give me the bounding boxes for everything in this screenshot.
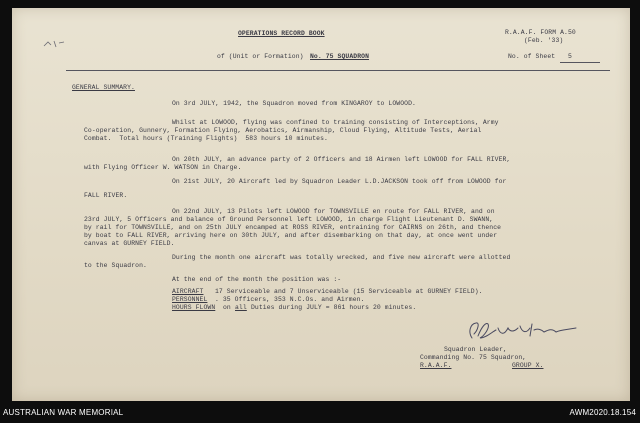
body-line-13: canvas at GURNEY FIELD. <box>84 240 175 247</box>
body-line-16: At the end of the month the position was :- <box>172 276 342 283</box>
hours-flown-status: Duties during JULY = 861 hours 20 minutes. <box>251 304 417 311</box>
unit-value: No. 75 SQUADRON <box>310 53 370 60</box>
hours-all: all <box>235 304 247 311</box>
body-line-9: On 22nd JULY, 13 Pilots left LOWOOD for TOWNSVILLE en route for FALL RIVER, and on <box>172 208 495 215</box>
body-line-15: to the Squadron. <box>84 262 147 269</box>
footer-institution: AUSTRALIAN WAR MEMORIAL <box>3 408 124 417</box>
body-line-4: Combat. Total hours (Training Flights) 583 hours 10 minutes. <box>84 135 328 142</box>
signatory-rank: Squadron Leader, <box>444 346 507 353</box>
pencil-mark-icon <box>42 38 70 50</box>
body-line-11: by rail for TOWNSVILLE, and on 25th JULY encamped at ROSS RIVER, entraining for CAIRNS on 26th, and thence <box>84 224 502 231</box>
handwritten-signature <box>464 318 584 344</box>
sheet-label: No. of Sheet <box>508 53 556 60</box>
signatory-group: GROUP X. <box>512 362 544 369</box>
hours-flown-label: HOURS FLOWN <box>172 304 216 311</box>
record-book-title: OPERATIONS RECORD BOOK <box>238 30 325 37</box>
body-line-14: During the month one aircraft was totally wrecked, and five new aircraft were allotted <box>172 254 511 261</box>
body-line-2: Whilst at LOWOOD, flying was confined to training consisting of Interceptions, Army <box>172 119 499 126</box>
body-line-12: by boat to FALL RIVER, arriving here on 30th JULY, and after disembarking on that day, at once went under <box>84 232 498 239</box>
body-line-10: 23rd JULY, 5 Officers and balance of Ground Personnel left LOWOOD, in charge Flight Lieutenant D. SWANN, <box>84 216 494 223</box>
body-line-6: with Flying Officer W. WATSON in Charge. <box>84 164 242 171</box>
form-number: R.A.A.F. FORM A.50 <box>505 29 576 36</box>
general-summary-heading: GENERAL SUMMARY. <box>72 84 135 91</box>
unit-label: of (Unit or Formation) <box>217 53 304 60</box>
body-line-5: On 20th JULY, an advance party of 2 Officers and 18 Airmen left LOWOOD for FALL RIVER, <box>172 156 511 163</box>
aircraft-label: AIRCRAFT <box>172 288 204 295</box>
body-line-7: On 21st JULY, 20 Aircraft led by Squadron Leader L.D.JACKSON took off from LOWOOD for <box>172 178 507 185</box>
hours-on: on <box>223 304 231 311</box>
sheet-number-underline <box>560 62 600 63</box>
header-divider <box>66 70 610 71</box>
footer-accession-number: AWM2020.18.154 <box>569 408 636 417</box>
signatory-raaf: R.A.A.F. <box>420 362 452 369</box>
sheet-number: 5 <box>568 53 572 60</box>
record-sheet <box>12 8 630 401</box>
aircraft-status: 17 Serviceable and 7 Unserviceable (15 Serviceable at GURNEY FIELD). <box>215 288 483 295</box>
personnel-label: PERSONNEL <box>172 296 208 303</box>
body-line-3: Co-operation, Gunnery, Formation Flying, Aerobatics, Airmanship, Cloud Flying, Altitude Tests, Aerial <box>84 127 482 134</box>
signatory-command: Commanding No. 75 Squadron, <box>420 354 527 361</box>
body-line-8: FALL RIVER. <box>84 192 128 199</box>
form-date: (Feb. '33) <box>524 37 564 44</box>
personnel-status: . 35 Officers, 353 N.C.Os. and Airmen. <box>215 296 365 303</box>
body-line-1: On 3rd JULY, 1942, the Squadron moved from KINGAROY to LOWOOD. <box>172 100 416 107</box>
